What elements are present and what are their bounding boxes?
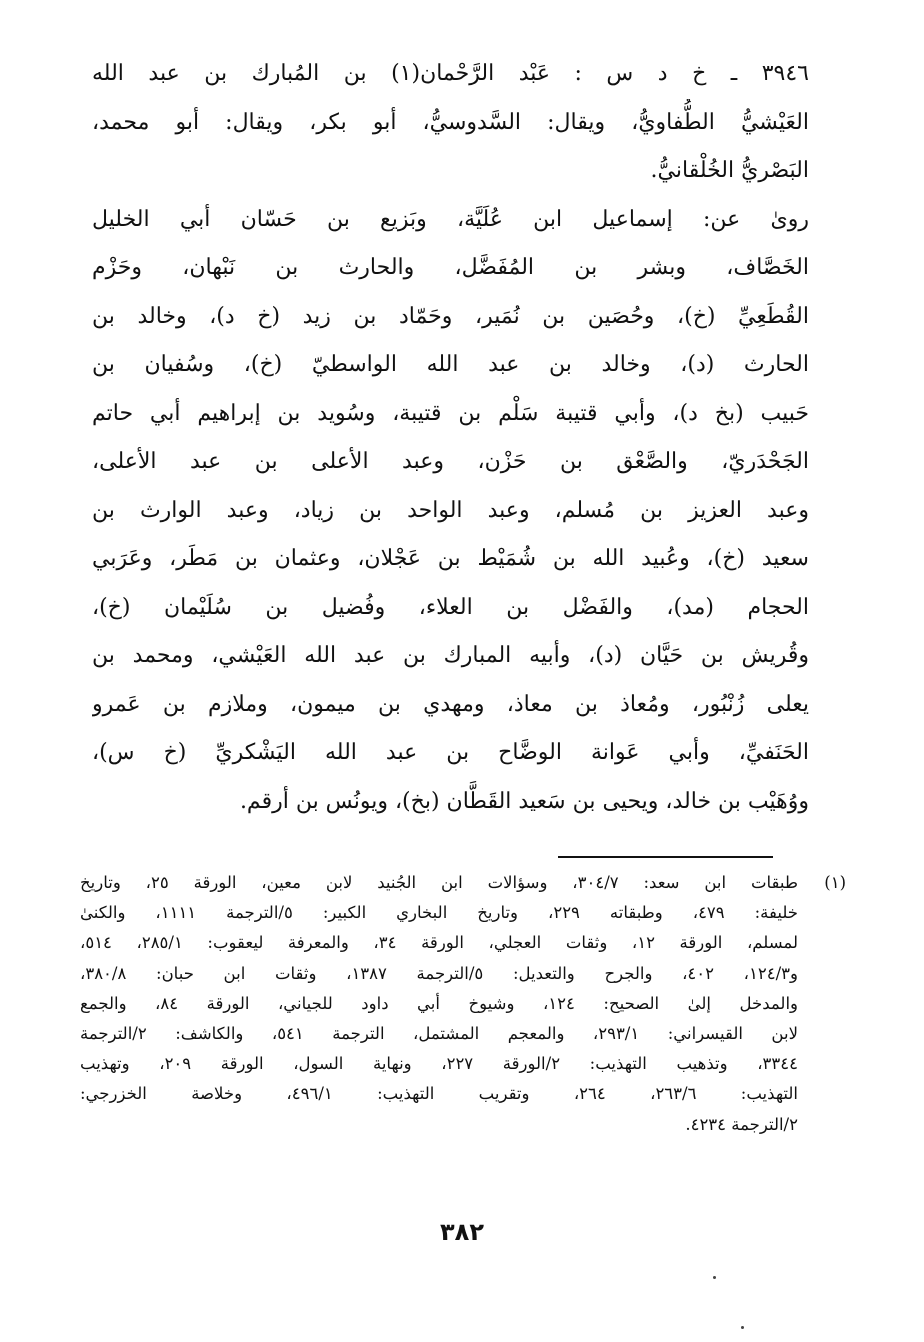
text-line: القُطَعِيِّ (خ)، وحُصَين بن نُمَير، وحَمّاد بن زيد (خ د)، وخالد بن	[92, 303, 809, 329]
footnote-line: لابن القيسراني: ٢٩٣/١، والمعجم المشتمل، الترجمة ٥٤١، والكاشف: ٢/الترجمة	[80, 1023, 798, 1043]
text-line: حَبيب (بخ د)، وأبي قتيبة سَلْم بن قتيبة، وسُويد بن إبراهيم أبي حاتم	[92, 400, 809, 426]
scan-speck	[713, 1276, 716, 1279]
narrators-paragraph	[92, 196, 809, 827]
text-line: الجَحْدَريّ، والصَّعْق بن حَزْن، وعبد الأعلى بن عبد الأعلى،	[92, 449, 809, 474]
page-number: ٣٨٢	[440, 1218, 484, 1246]
text-line: سعيد (خ)، وعُبيد الله بن شُمَيْط بن عَجْلان، وعثمان بن مَطَر، وعَرَبي	[92, 546, 809, 571]
text-line: ووُهَيْب بن خالد، ويحيى بن سَعيد القَطَّان (بخ)، ويونُس بن أرقم.	[239, 788, 809, 814]
footnote-line: التهذيب: ٢٦٣/٦، ٢٦٤، وتقريب التهذيب: ٤٩٦/١، وخلاصة الخزرجي:	[80, 1084, 798, 1104]
text-line: يعلى زُنْبُور، ومُعاذ بن معاذ، ومهدي بن ميمون، وملازم بن عَمرو	[92, 691, 809, 717]
footnote-line: ٣٣٤٤، وتذهيب التهذيب: ٢/الورقة ٢٢٧، ونهاية السول، الورقة ٢٠٩، وتهذيب	[80, 1054, 798, 1074]
text-line: البَصْريُّ الخُلْقانيُّ.	[650, 158, 809, 183]
biography-entry	[92, 50, 809, 826]
text-line: ٣٩٤٦ ـ خ د س : عَبْد الرَّحْمان(١) بن المُبارك بن عبد الله	[92, 61, 809, 86]
footnote-marker: (١)	[824, 873, 846, 892]
scan-speck	[741, 1326, 744, 1329]
entry-heading-paragraph	[92, 50, 809, 196]
text-line: الخَصَّاف، وبشر بن المُفَضَّل، والحارث بن نَبْهان، وحَزْم	[92, 255, 809, 280]
text-line: وعبد العزيز بن مُسلم، وعبد الواحد بن زياد، وعبد الوارث بن	[92, 497, 809, 523]
footnote	[80, 868, 846, 1140]
text-line: وقُريش بن حَيَّان (د)، وأبيه المبارك بن عبد الله العَيْشي، ومحمد بن	[92, 643, 809, 668]
footnote-line: خليفة: ٤٧٩، وطبقاته ٢٢٩، وتاريخ البخاري الكبير: ٥/الترجمة ١١١١، والكنىٰ	[80, 903, 798, 923]
footnote-line: لمسلم، الورقة ١٢، وثقات العجلي، الورقة ٣٤، والمعرفة ليعقوب: ٢٨٥/١، ٥١٤،	[80, 933, 798, 953]
text-line: الحَنَفيِّ، وأبي عَوانة الوضَّاح بن عبد الله اليَشْكريِّ (خ س)،	[92, 740, 809, 765]
text-line: الحجام (مد)، والفَضْل بن العلاء، وفُضيل بن سُلَيْمان (خ)،	[92, 594, 809, 620]
footnote-line: و١٢٤/٣، ٤٠٢، والجرح والتعديل: ٥/الترجمة ١٣٨٧، وثقات ابن حبان: ٣٨٠/٨،	[80, 963, 798, 983]
footnote-line: والمدخل إلىٰ الصحيح: ١٢٤، وشيوخ أبي داود للجياني، الورقة ٨٤، والجمع	[80, 993, 798, 1013]
footnote-line: ٢/الترجمة ٤٢٣٤.	[685, 1114, 798, 1134]
text-line: روىٰ عن: إسماعيل ابن عُلَيَّة، وبَزيع بن حَسّان أبي الخليل	[92, 206, 809, 232]
text-line: الحارث (د)، وخالد بن عبد الله الواسطيّ (خ)، وسُفيان بن	[92, 352, 809, 377]
text-line: العَيْشيُّ الطُّفاويُّ، ويقال: السَّدوسيُّ، أبو بكر، ويقال: أبو محمد،	[92, 109, 809, 135]
footnote-divider	[558, 856, 773, 858]
footnote-line: طبقات ابن سعد: ٣٠٤/٧، وسؤالات ابن الجُنيد لابن معين، الورقة ٢٥، وتاريخ	[80, 873, 798, 892]
